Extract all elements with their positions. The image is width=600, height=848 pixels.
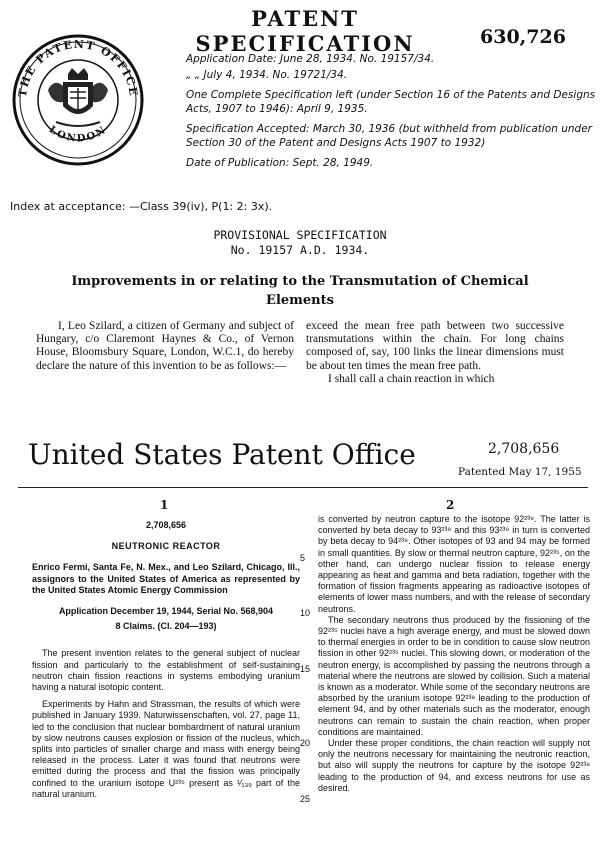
specification-accepted-note: Specification Accepted: March 30, 1936 (but withheld from publication under Section 30 of the Patent and Designs Acts 1907 to 1932) — [186, 123, 592, 149]
uk-right-paragraph-1: exceed the mean free path between two successive transmutations within the chain. For long chains composed of, say, 100 links the linear dimensions must be about ten times the mean free path. — [306, 320, 564, 372]
application-line: Application December 19, 1944, Serial No. 568,904 — [58, 606, 274, 617]
us-right-column — [318, 514, 590, 794]
provisional-specification — [0, 228, 600, 258]
us-patent-office-title: United States Patent Office — [28, 438, 416, 471]
us-right-paragraph-3: Under these proper conditions, the chain reaction will supply not only the neutrons necessary for maintaining the neutronic reaction, but also will supply the neutrons for capture by the isotope 92²³⁸ leading to the production of 94, and excess neutrons for use as desired. — [318, 738, 590, 793]
us-paragraph-2: Experiments by Hahn and Strassman, the results of which were published in January 1939. Naturwissenschaften, vol. 27, page 11, led to the conclusion that nuclear bombardment of natural uranium by slow neutrons causes explosion or fission of the nucleus, which splits into particles of smaller charge and mass with energy being released in the process. Later it was found that neutrons were emitted during the process and that the fission was principally confined to the uranium isotope U²³⁵ present as ¹⁄₁₃₉ part of the natural uranium. — [32, 699, 300, 799]
uk-invention-heading — [40, 272, 560, 310]
patent-office-seal — [8, 30, 148, 170]
uk-left-paragraph: I, Leo Szilard, a citizen of Germany and subject of Hungary, c/o Claremont Haynes & Co., of Vernon House, Bloomsbury Square, London, W.C.1, do hereby declare the nature of this invention to be as follows:— — [36, 320, 294, 372]
us-patent-number: 2,708,656 — [488, 441, 560, 457]
us-paragraph-1: The present invention relates to the general subject of nuclear fission and particularly to the establishment of self-sustaining neutron chain fission reactions in systems embodying uranium having a natural isotopic content. — [32, 648, 300, 693]
invention-title: NEUTRONIC REACTOR — [111, 541, 221, 552]
uk-left-column — [36, 320, 294, 373]
application-date-2: „ „ July 4, 1934. No. 19721/34. — [186, 69, 348, 81]
svg-text:LONDON: LONDON — [46, 124, 110, 145]
header-rule — [18, 487, 588, 488]
line-number-25: 25 — [300, 794, 311, 804]
uk-patent-number: 630,726 — [480, 26, 566, 48]
patent-specification-title: PATENT SPECIFICATION — [195, 6, 415, 56]
index-at-acceptance: Index at acceptance: —Class 39(iv), P(1: 2: 3x). — [10, 200, 273, 213]
line-number-10: 10 — [300, 608, 311, 618]
us-left-column — [32, 520, 300, 800]
line-number-5: 5 — [300, 553, 306, 563]
provisional-title: PROVISIONAL SPECIFICATION — [213, 228, 387, 242]
heading-line-1: Improvements in or relating to the Transmutation of Chemical — [71, 274, 529, 289]
application-dates — [186, 52, 596, 176]
provisional-number: No. 19157 A.D. 1934. — [230, 243, 370, 257]
us-right-paragraph-1: is converted by neutron capture to the isotope 92²³⁹. The latter is converted by beta decay to 93²³⁹ and this 93²³⁹ in turn is converted by beta decay to 94²³⁹. Other isotopes of 93 and 94 may be formed in small quantities. By slow or thermal neutron capture, 92²³⁵, on the other hand, can undergo nuclear fission to release energy appearing as heat and gamma and beta radiation, together with the formation of fission fragments appearing as radioactive isotopes of elements of lower mass numbers, and with the release of secondary neutrons. — [318, 514, 590, 614]
complete-specification-note: One Complete Specification left (under Section 16 of the Patents and Designs Acts, 1907 to 1946): April 9, 1935. — [186, 89, 596, 115]
us-right-paragraph-2: The secondary neutrons thus produced by the fissioning of the 92²³⁵ nuclei have a high average energy, and must be slowed down to thermal energies in order to be in condition to cause slow neutron fission in other 92²³⁵ nuclei. This slowing down, or moderation of the neutron energy, is accomplished by passing the neutrons through a material where the neutrons are slowed by collision. Such a material is known as a moderator. While some of the secondary neutrons are absorbed by the uranium isotope 92²³⁸ leading to the production of element 94, and by other materials such as the moderator, enough neutrons can remain to sustain the chain reaction, when proper conditions are maintained. — [318, 614, 590, 737]
uk-right-paragraph-2: I shall call a chain reaction in which — [328, 372, 495, 385]
svg-text:THE PATENT OFFICE: THE PATENT OFFICE — [15, 37, 141, 98]
uk-right-column — [306, 320, 564, 386]
line-number-15: 15 — [300, 664, 311, 674]
heading-line-2: Elements — [266, 293, 334, 308]
us-patent-no-line: 2,708,656 — [145, 520, 187, 530]
column-number-2: 2 — [446, 498, 455, 512]
column-number-1: 1 — [160, 498, 169, 512]
patented-date: Patented May 17, 1955 — [458, 466, 582, 478]
inventors: Enrico Fermi, Santa Fe, N. Mex., and Leo Szilard, Chicago, Ill., assignors to the United States of America as represented by the United States Atomic Energy Commission — [32, 562, 300, 595]
line-number-20: 20 — [300, 738, 311, 748]
claims-line: 8 Claims. (Cl. 204—193) — [115, 621, 217, 632]
application-date-1: Application Date: June 28, 1934. No. 19157/34. — [186, 53, 435, 65]
publication-date: Date of Publication: Sept. 28, 1949. — [186, 157, 374, 169]
